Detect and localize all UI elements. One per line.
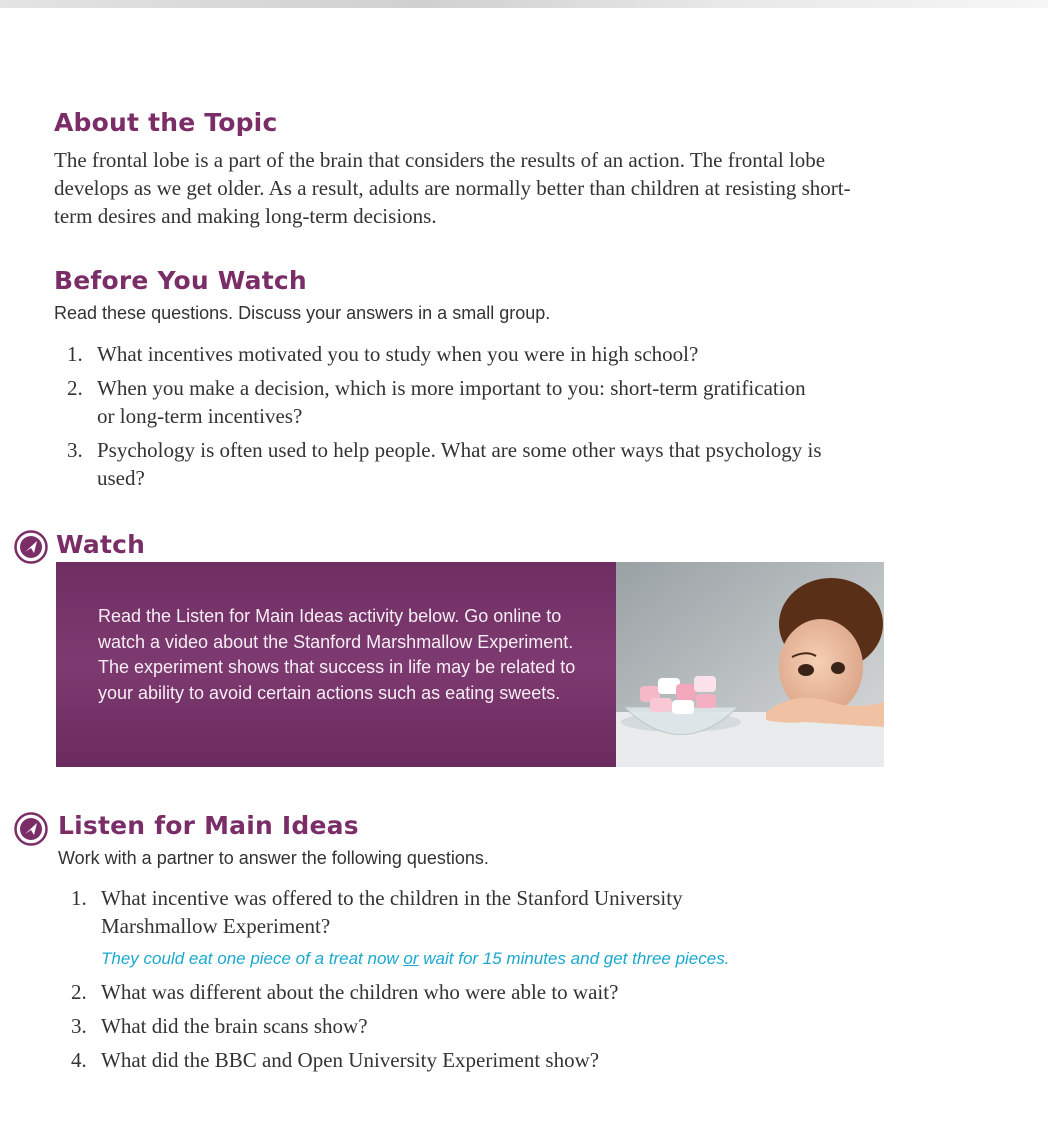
list-item (71, 884, 801, 940)
scan-top-edge (0, 0, 1048, 8)
question-text: What incentives motivated you to study when you were in high school? (97, 342, 699, 366)
answer-item (101, 946, 821, 972)
question-number: 1. (67, 342, 83, 366)
video-instructions-text: Read the Listen for Main Ideas activity below. Go online to watch a video about the Stanford Marshmallow Experiment. The experiment shows that success in life may be related to your ability to avoid certain actions such as eating sweets. (98, 606, 576, 703)
list-item (67, 374, 827, 430)
answer-text (101, 946, 821, 972)
before-watch-instruction: Read these questions. Discuss your answers in a small group. (54, 303, 551, 323)
before-watch-heading: Before You Watch (54, 266, 307, 295)
about-heading: About the Topic (54, 108, 278, 137)
list-item (67, 436, 832, 492)
question-text: Psychology is often used to help people. What are some other ways that psychology is used? (97, 438, 822, 490)
question-number: 2. (67, 376, 83, 400)
list-item (71, 978, 821, 1006)
child-marshmallow-photo (616, 562, 884, 767)
listen-heading: Listen for Main Ideas (58, 811, 359, 840)
question-text: What incentive was offered to the children in the Stanford University Marshmallow Experiment? (101, 886, 683, 938)
answer-underlined: or (403, 949, 419, 968)
question-number: 3. (67, 438, 83, 462)
list-item (67, 340, 837, 368)
question-number: 4. (71, 1048, 87, 1072)
listen-instruction: Work with a partner to answer the following questions. (58, 848, 489, 868)
list-item (71, 1012, 821, 1040)
arrow-circle-icon (14, 530, 48, 564)
question-number: 3. (71, 1014, 87, 1038)
video-panel (56, 562, 884, 767)
listen-questions (71, 884, 821, 1074)
question-text: When you make a decision, which is more important to you: short-term gratification or long-term incentives? (97, 376, 806, 428)
arrow-circle-icon (14, 812, 48, 846)
list-item (71, 1046, 821, 1074)
about-paragraph: The frontal lobe is a part of the brain that considers the results of an action. The frontal lobe develops as we get older. As a result, adults are normally better than children at resisting short-term desires and making long-term decisions. (54, 148, 851, 228)
question-number: 1. (71, 886, 87, 910)
question-text: What did the BBC and Open University Experiment show? (101, 1048, 600, 1072)
question-number: 2. (71, 980, 87, 1004)
question-text: What did the brain scans show? (101, 1014, 368, 1038)
watch-heading: Watch (56, 530, 146, 559)
answer-part: They could eat one piece of a treat now (101, 949, 404, 968)
question-text: What was different about the children who were able to wait? (101, 980, 619, 1004)
video-instructions-box (56, 562, 616, 767)
answer-part: wait for 15 minutes and get three pieces. (418, 949, 730, 968)
before-watch-questions (67, 340, 837, 492)
